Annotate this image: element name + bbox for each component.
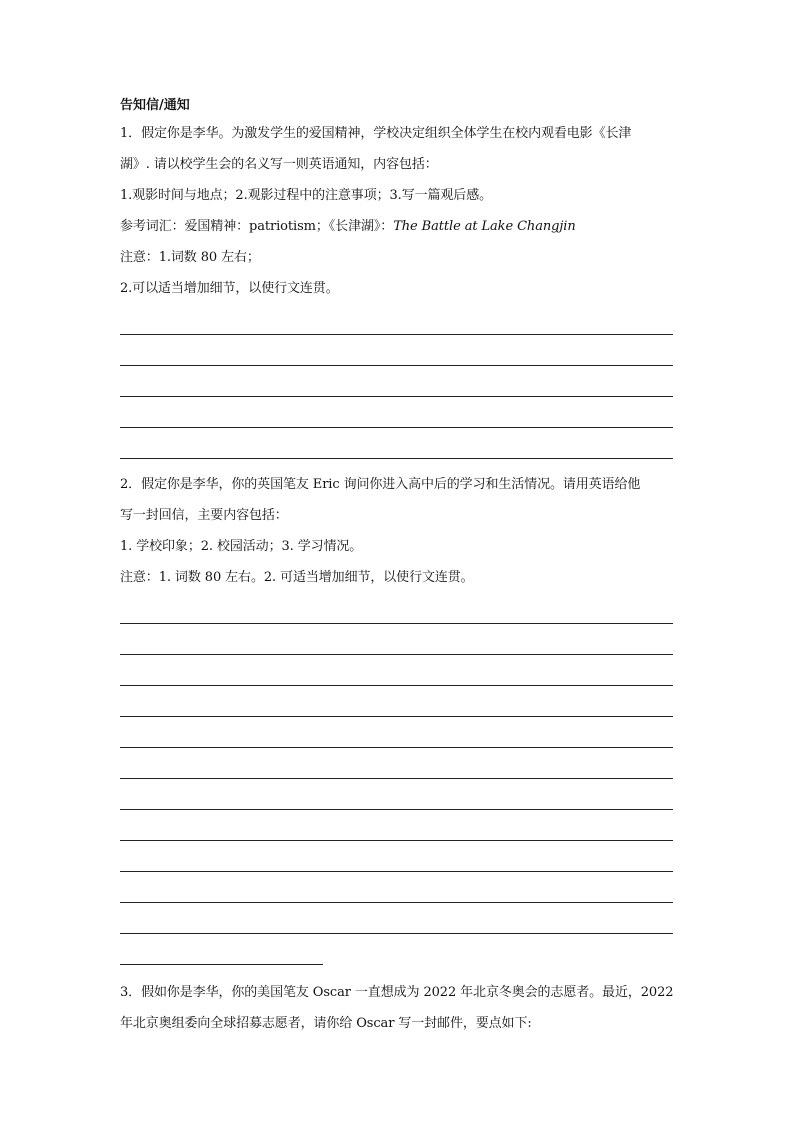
answer-line[interactable] — [120, 841, 673, 872]
q1-line-2: 湖》. 请以校学生会的名义写一则英语通知，内容包括： — [120, 157, 438, 172]
short-rule — [120, 964, 323, 965]
q3-line-2: 年北京奥组委向全球招募志愿者，请你给 Oscar 写一封邮件，要点如下: — [120, 1016, 532, 1031]
q1-vocab-italic: The Battle at Lake Changjin — [393, 219, 576, 234]
answer-line[interactable] — [120, 366, 673, 397]
answer-line[interactable] — [120, 624, 673, 655]
document-page — [120, 96, 673, 1039]
q1-answer-lines[interactable] — [120, 304, 673, 459]
answer-line[interactable] — [120, 428, 673, 459]
question-3 — [120, 977, 673, 1039]
q3-line-1: 3．假如你是李华，你的美国笔友 Oscar 一直想成为 2022 年北京冬奥会的志愿者。最近，2022 — [120, 985, 674, 1000]
section-title: 告知信/通知 — [120, 98, 190, 113]
answer-line[interactable] — [120, 903, 673, 934]
answer-line[interactable] — [120, 779, 673, 810]
q1-note-1: 注意：1.词数 80 左右； — [120, 250, 260, 265]
question-2 — [120, 469, 673, 965]
q1-vocab-prefix: 参考词汇：爱国精神：patriotism；《长津湖》： — [120, 219, 394, 234]
q2-line-3: 1. 学校印象；2. 校园活动；3. 学习情况。 — [120, 539, 363, 554]
answer-line[interactable] — [120, 748, 673, 779]
answer-line[interactable] — [120, 304, 673, 335]
q2-line-2: 写一封回信，主要内容包括： — [120, 508, 288, 523]
answer-line[interactable] — [120, 872, 673, 903]
answer-line[interactable] — [120, 655, 673, 686]
q1-note-2: 2.可以适当增加细节，以使行文连贯。 — [120, 281, 339, 296]
q2-line-1: 2．假定你是李华，你的英国笔友 Eric 询问你进入高中后的学习和生活情况。请用英语给他 — [120, 477, 641, 492]
q1-line-1: 1．假定你是李华。为激发学生的爱国精神，学校决定组织全体学生在校内观看电影《长津 — [120, 126, 632, 141]
answer-line[interactable] — [120, 686, 673, 717]
q1-line-3: 1.观影时间与地点；2.观影过程中的注意事项；3.写一篇观后感。 — [120, 188, 493, 203]
answer-line[interactable] — [120, 397, 673, 428]
question-1 — [120, 118, 673, 459]
answer-line[interactable] — [120, 593, 673, 624]
answer-line[interactable] — [120, 810, 673, 841]
q1-vocab — [120, 211, 673, 242]
answer-line[interactable] — [120, 335, 673, 366]
q2-answer-lines[interactable] — [120, 593, 673, 934]
q2-note: 注意：1. 词数 80 左右。2. 可适当增加细节，以使行文连贯。 — [120, 570, 474, 585]
answer-line[interactable] — [120, 717, 673, 748]
